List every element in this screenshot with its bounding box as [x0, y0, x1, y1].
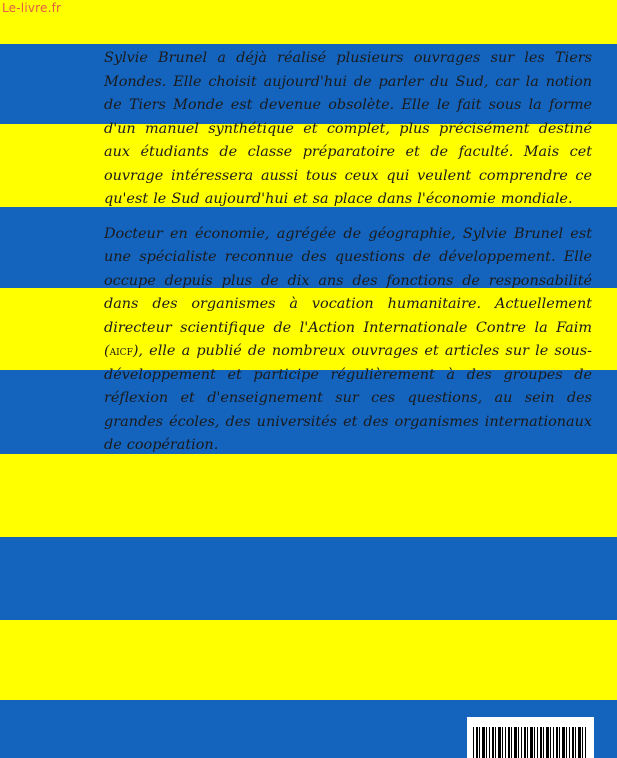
- watermark-label: Le-livre.fr: [2, 1, 62, 15]
- paragraph-text: Sylvie Brunel a déjà réalisé plusieurs ouvrages sur les Tiers Mondes. Elle choisit aujourd'hui de parler du Sud, car la notion de Tiers Monde est devenue obsolète. Elle le fait sous la forme d'un manuel synthétique et complet, plus précisément destiné aux étudiants de classe préparatoire et de faculté. Mais cet ouvrage intéressera aussi tous ceux qui veulent comprendre ce qu'est le Sud aujourd'hui et sa place dans l'économie mondiale.: [104, 50, 592, 207]
- paragraph-author-intro: [104, 47, 592, 212]
- barcode-bars: [473, 727, 588, 758]
- paragraph-author-bio: [104, 223, 592, 458]
- paragraph-text: Docteur en économie, agrégée de géographie, Sylvie Brunel est une spécialiste reconnue des questions de développement. Elle occupe depuis plus de dix ans des fonctions de responsabilité dans des organismes à vocation humanitaire. Actuellement directeur scientifique de l'Action Internationale Contre la Faim (: [104, 225, 592, 359]
- back-cover-text: [104, 47, 592, 458]
- abbreviation: aicf: [109, 344, 133, 359]
- blue-stripe: [0, 537, 617, 620]
- paragraph-text: ), elle a publié de nombreux ouvrages et articles sur le sous-développement et participe régulièrement à des groupes de réflexion et d'enseignement sur ces questions, au sein des grandes écoles, des universités et des organismes internationaux de coopération.: [104, 343, 592, 453]
- barcode: [467, 717, 594, 758]
